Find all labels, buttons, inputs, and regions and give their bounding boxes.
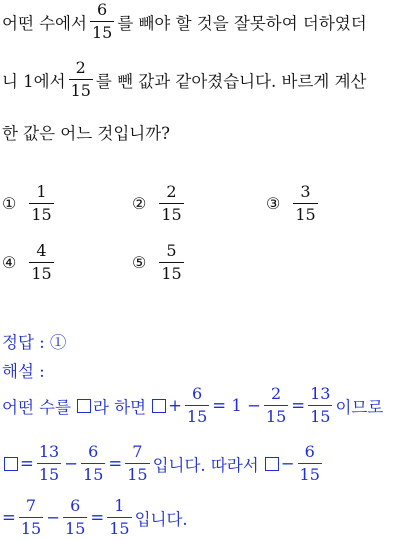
fraction: $\frac{6}{15}$ <box>186 384 208 426</box>
plus-sign: + <box>168 396 182 415</box>
fraction: $\frac{6}{15}$ <box>91 0 113 42</box>
minus-sign: − <box>280 454 295 473</box>
question-line-3 <box>2 120 170 144</box>
option-5[interactable] <box>132 243 187 282</box>
explanation-text: 해설 : <box>2 362 45 381</box>
equals-sign: = <box>291 396 306 415</box>
option-mark: ② <box>132 194 147 213</box>
fraction: $\frac{1}{15}$ <box>109 496 130 538</box>
question-text: 어떤 수에서 <box>2 13 87 33</box>
minus-sign: − <box>64 454 79 473</box>
solution-text: 입니다. 따라서 <box>152 455 259 475</box>
solution-text: = 1 − <box>212 396 261 415</box>
option-mark: ⑤ <box>132 253 147 272</box>
blank-box-icon <box>152 399 166 413</box>
fraction: $\frac{7}{15}$ <box>127 442 148 484</box>
fraction: $\frac{2}{15}$ <box>265 384 287 426</box>
option-fraction: $\frac{2}{15}$ <box>161 182 182 224</box>
option-fraction: $\frac{4}{15}$ <box>31 241 52 283</box>
solution-text: 이므로 <box>335 397 384 417</box>
equals-sign: = <box>2 508 16 527</box>
fraction: $\frac{6}{15}$ <box>65 496 86 538</box>
blank-box-icon <box>77 399 91 413</box>
question-text: 를 뺀 값과 같아졌습니다. 바르게 계산 <box>95 71 367 91</box>
solution-text: 어떤 수를 <box>2 397 72 417</box>
option-2[interactable] <box>132 184 187 223</box>
question-text: 니 1에서 <box>2 71 66 91</box>
equals-sign: = <box>20 454 34 473</box>
answer-text: 정답 : ① <box>2 333 67 352</box>
fraction: $\frac{6}{15}$ <box>299 442 320 484</box>
blank-box-icon <box>265 457 279 471</box>
option-mark: ③ <box>266 194 281 213</box>
explanation-label <box>2 358 45 382</box>
minus-sign: − <box>46 508 61 527</box>
option-mark: ④ <box>2 253 17 272</box>
equals-sign: = <box>108 454 123 473</box>
answer-label <box>2 329 66 353</box>
blank-box-icon <box>4 457 18 471</box>
option-mark: ① <box>2 194 17 213</box>
option-3[interactable] <box>266 184 321 223</box>
question-line-2 <box>2 60 366 99</box>
fraction: $\frac{7}{15}$ <box>20 496 42 538</box>
solution-line-3 <box>2 498 188 537</box>
fraction: $\frac{13}{15}$ <box>38 442 60 484</box>
question-text: 한 값은 어느 것입니까? <box>2 124 171 143</box>
fraction: $\frac{13}{15}$ <box>310 384 331 426</box>
option-1[interactable] <box>2 184 57 223</box>
solution-text: 입니다. <box>134 509 188 529</box>
fraction: $\frac{6}{15}$ <box>83 442 104 484</box>
question-text: 를 빼야 할 것을 잘못하여 더하였더 <box>117 13 367 33</box>
option-fraction: $\frac{3}{15}$ <box>295 182 316 224</box>
option-4[interactable] <box>2 243 57 282</box>
solution-line-1 <box>2 386 383 425</box>
fraction: $\frac{2}{15}$ <box>70 58 91 100</box>
solution-text: 라 하면 <box>93 397 147 417</box>
solution-line-2 <box>2 444 325 483</box>
question-line-1 <box>2 2 367 41</box>
equals-sign: = <box>90 508 105 527</box>
option-fraction: $\frac{5}{15}$ <box>161 241 182 283</box>
option-fraction: $\frac{1}{15}$ <box>31 182 52 224</box>
